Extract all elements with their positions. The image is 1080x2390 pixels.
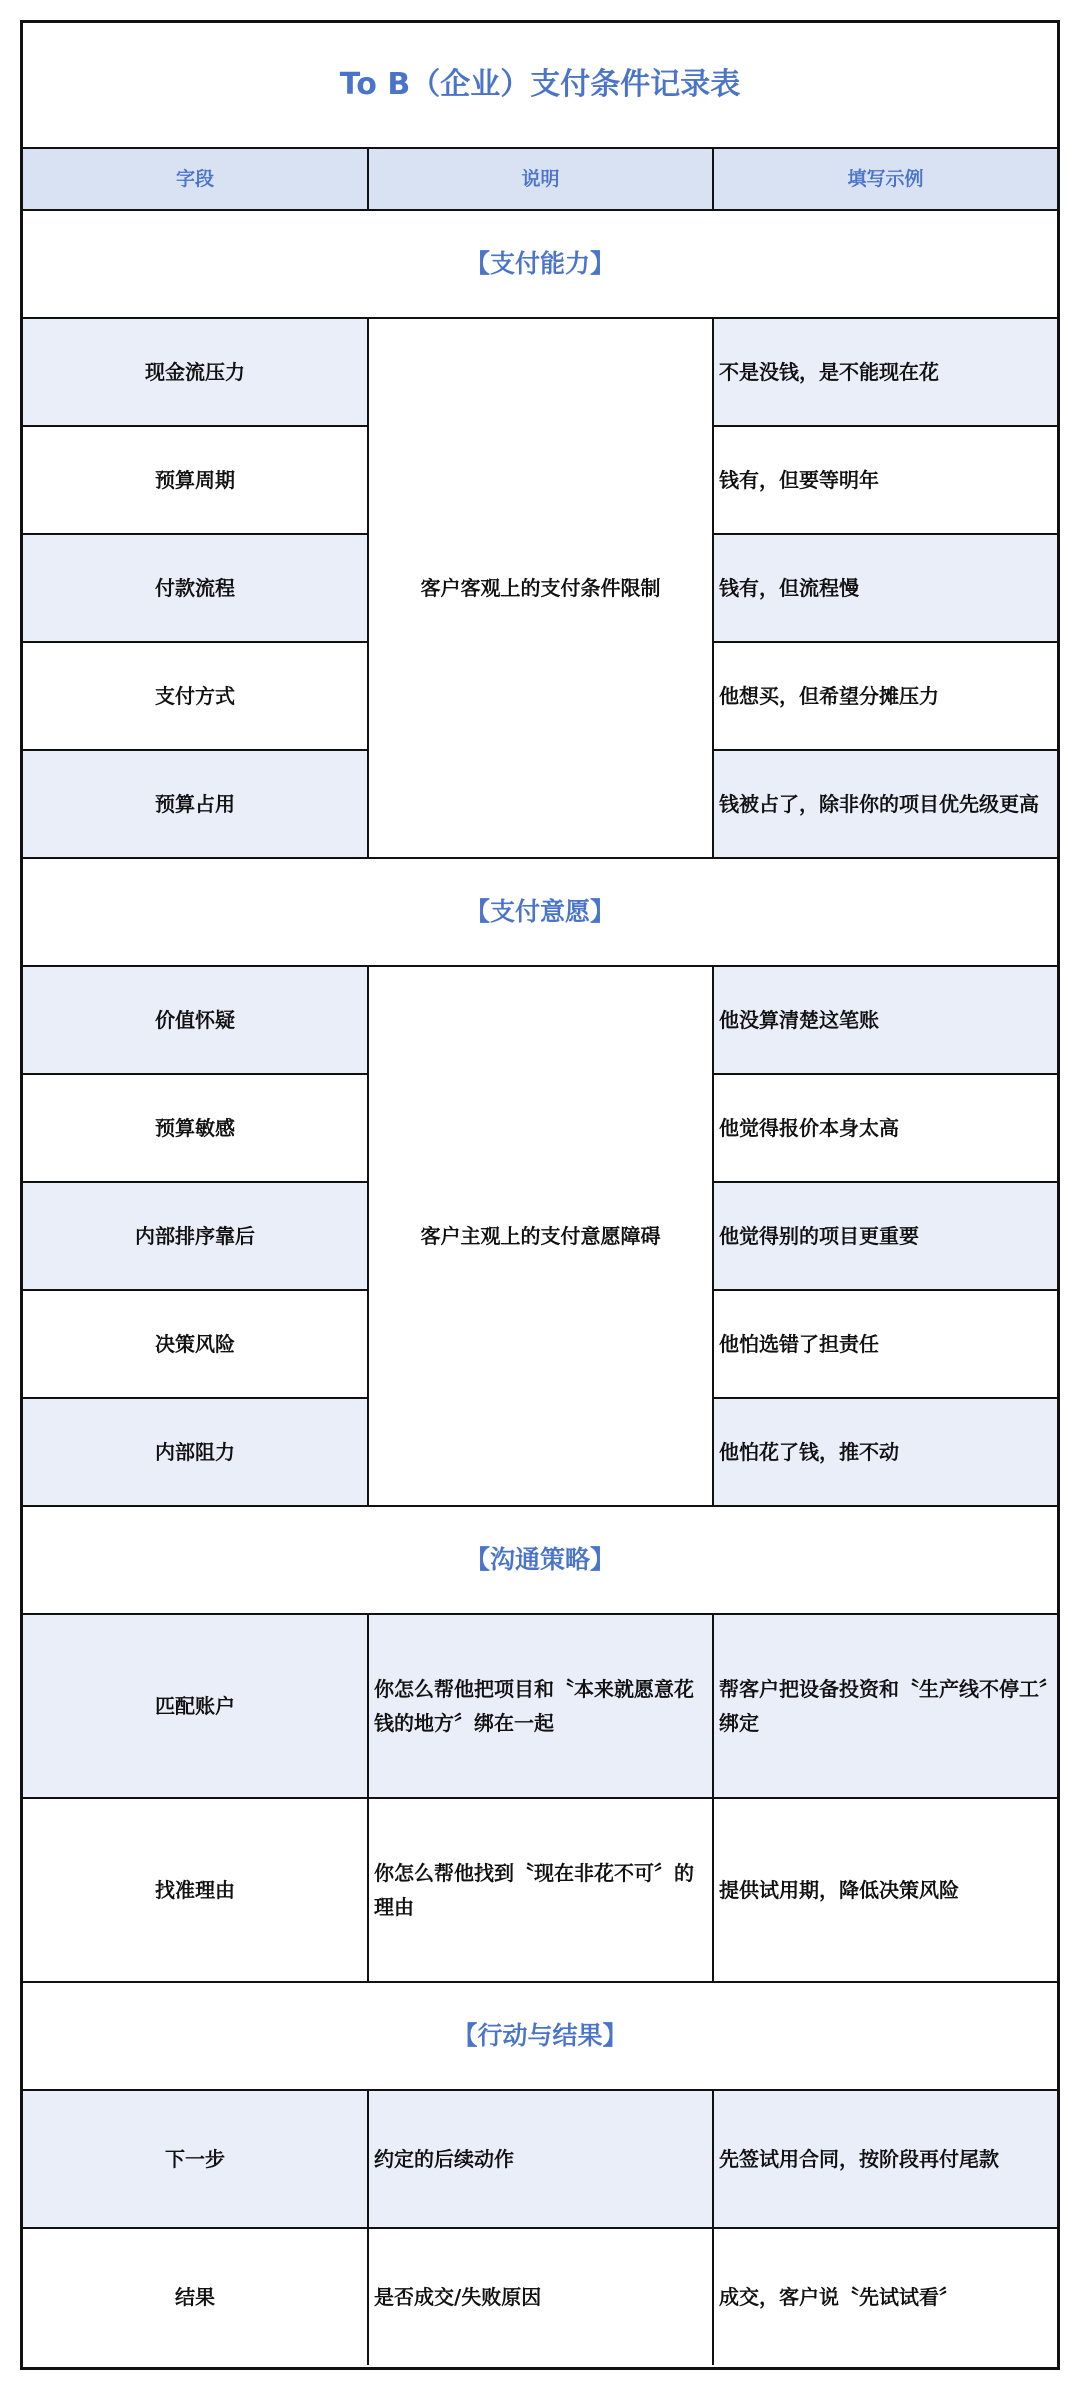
field-cell: 找准理由	[23, 1798, 368, 1982]
payment-conditions-sheet	[20, 20, 1060, 2370]
payment-conditions-table	[23, 23, 1057, 2365]
field-cell: 下一步	[23, 2090, 368, 2228]
example-cell: 他想买，但希望分摊压力	[713, 642, 1057, 750]
field-cell: 匹配账户	[23, 1614, 368, 1798]
example-cell: 他怕选错了担责任	[713, 1290, 1057, 1398]
header-description: 说明	[368, 148, 713, 210]
table-row	[23, 2090, 1057, 2228]
description-cell: 你怎么帮他找到〝现在非花不可〞的理由	[368, 1798, 713, 1982]
field-cell: 付款流程	[23, 534, 368, 642]
field-cell: 现金流压力	[23, 318, 368, 426]
field-cell: 支付方式	[23, 642, 368, 750]
field-cell: 内部排序靠后	[23, 1182, 368, 1290]
table-row	[23, 1798, 1057, 1982]
example-cell: 提供试用期，降低决策风险	[713, 1798, 1057, 1982]
header-example: 填写示例	[713, 148, 1057, 210]
section-title: 【支付意愿】	[23, 858, 1057, 966]
example-cell: 钱被占了，除非你的项目优先级更高	[713, 750, 1057, 858]
description-cell: 你怎么帮他把项目和〝本来就愿意花钱的地方〞绑在一起	[368, 1614, 713, 1798]
section-row-communication-strategy	[23, 1506, 1057, 1614]
title-row	[23, 23, 1057, 148]
field-cell: 预算周期	[23, 426, 368, 534]
example-cell: 先签试用合同，按阶段再付尾款	[713, 2090, 1057, 2228]
section-title: 【支付能力】	[23, 210, 1057, 318]
table-row	[23, 2228, 1057, 2365]
example-cell: 他怕花了钱，推不动	[713, 1398, 1057, 1506]
table-row	[23, 1614, 1057, 1798]
example-cell: 成交，客户说〝先试试看〞	[713, 2228, 1057, 2365]
example-cell: 钱有，但流程慢	[713, 534, 1057, 642]
section-row-action-result	[23, 1982, 1057, 2090]
field-cell: 预算占用	[23, 750, 368, 858]
example-cell: 他没算清楚这笔账	[713, 966, 1057, 1074]
table-row	[23, 966, 1057, 1074]
section-row-payment-willingness	[23, 858, 1057, 966]
section-title: 【沟通策略】	[23, 1506, 1057, 1614]
example-cell: 钱有，但要等明年	[713, 426, 1057, 534]
example-cell: 不是没钱，是不能现在花	[713, 318, 1057, 426]
field-cell: 预算敏感	[23, 1074, 368, 1182]
table-title: To B（企业）支付条件记录表	[23, 23, 1057, 148]
shared-description-cell: 客户主观上的支付意愿障碍	[368, 966, 713, 1506]
description-cell: 约定的后续动作	[368, 2090, 713, 2228]
header-field: 字段	[23, 148, 368, 210]
header-row	[23, 148, 1057, 210]
example-cell: 帮客户把设备投资和〝生产线不停工〞绑定	[713, 1614, 1057, 1798]
example-cell: 他觉得别的项目更重要	[713, 1182, 1057, 1290]
field-cell: 内部阻力	[23, 1398, 368, 1506]
shared-description-cell: 客户客观上的支付条件限制	[368, 318, 713, 858]
example-cell: 他觉得报价本身太高	[713, 1074, 1057, 1182]
table-row	[23, 318, 1057, 426]
section-title: 【行动与结果】	[23, 1982, 1057, 2090]
section-row-payment-ability	[23, 210, 1057, 318]
field-cell: 决策风险	[23, 1290, 368, 1398]
description-cell: 是否成交/失败原因	[368, 2228, 713, 2365]
field-cell: 价值怀疑	[23, 966, 368, 1074]
field-cell: 结果	[23, 2228, 368, 2365]
